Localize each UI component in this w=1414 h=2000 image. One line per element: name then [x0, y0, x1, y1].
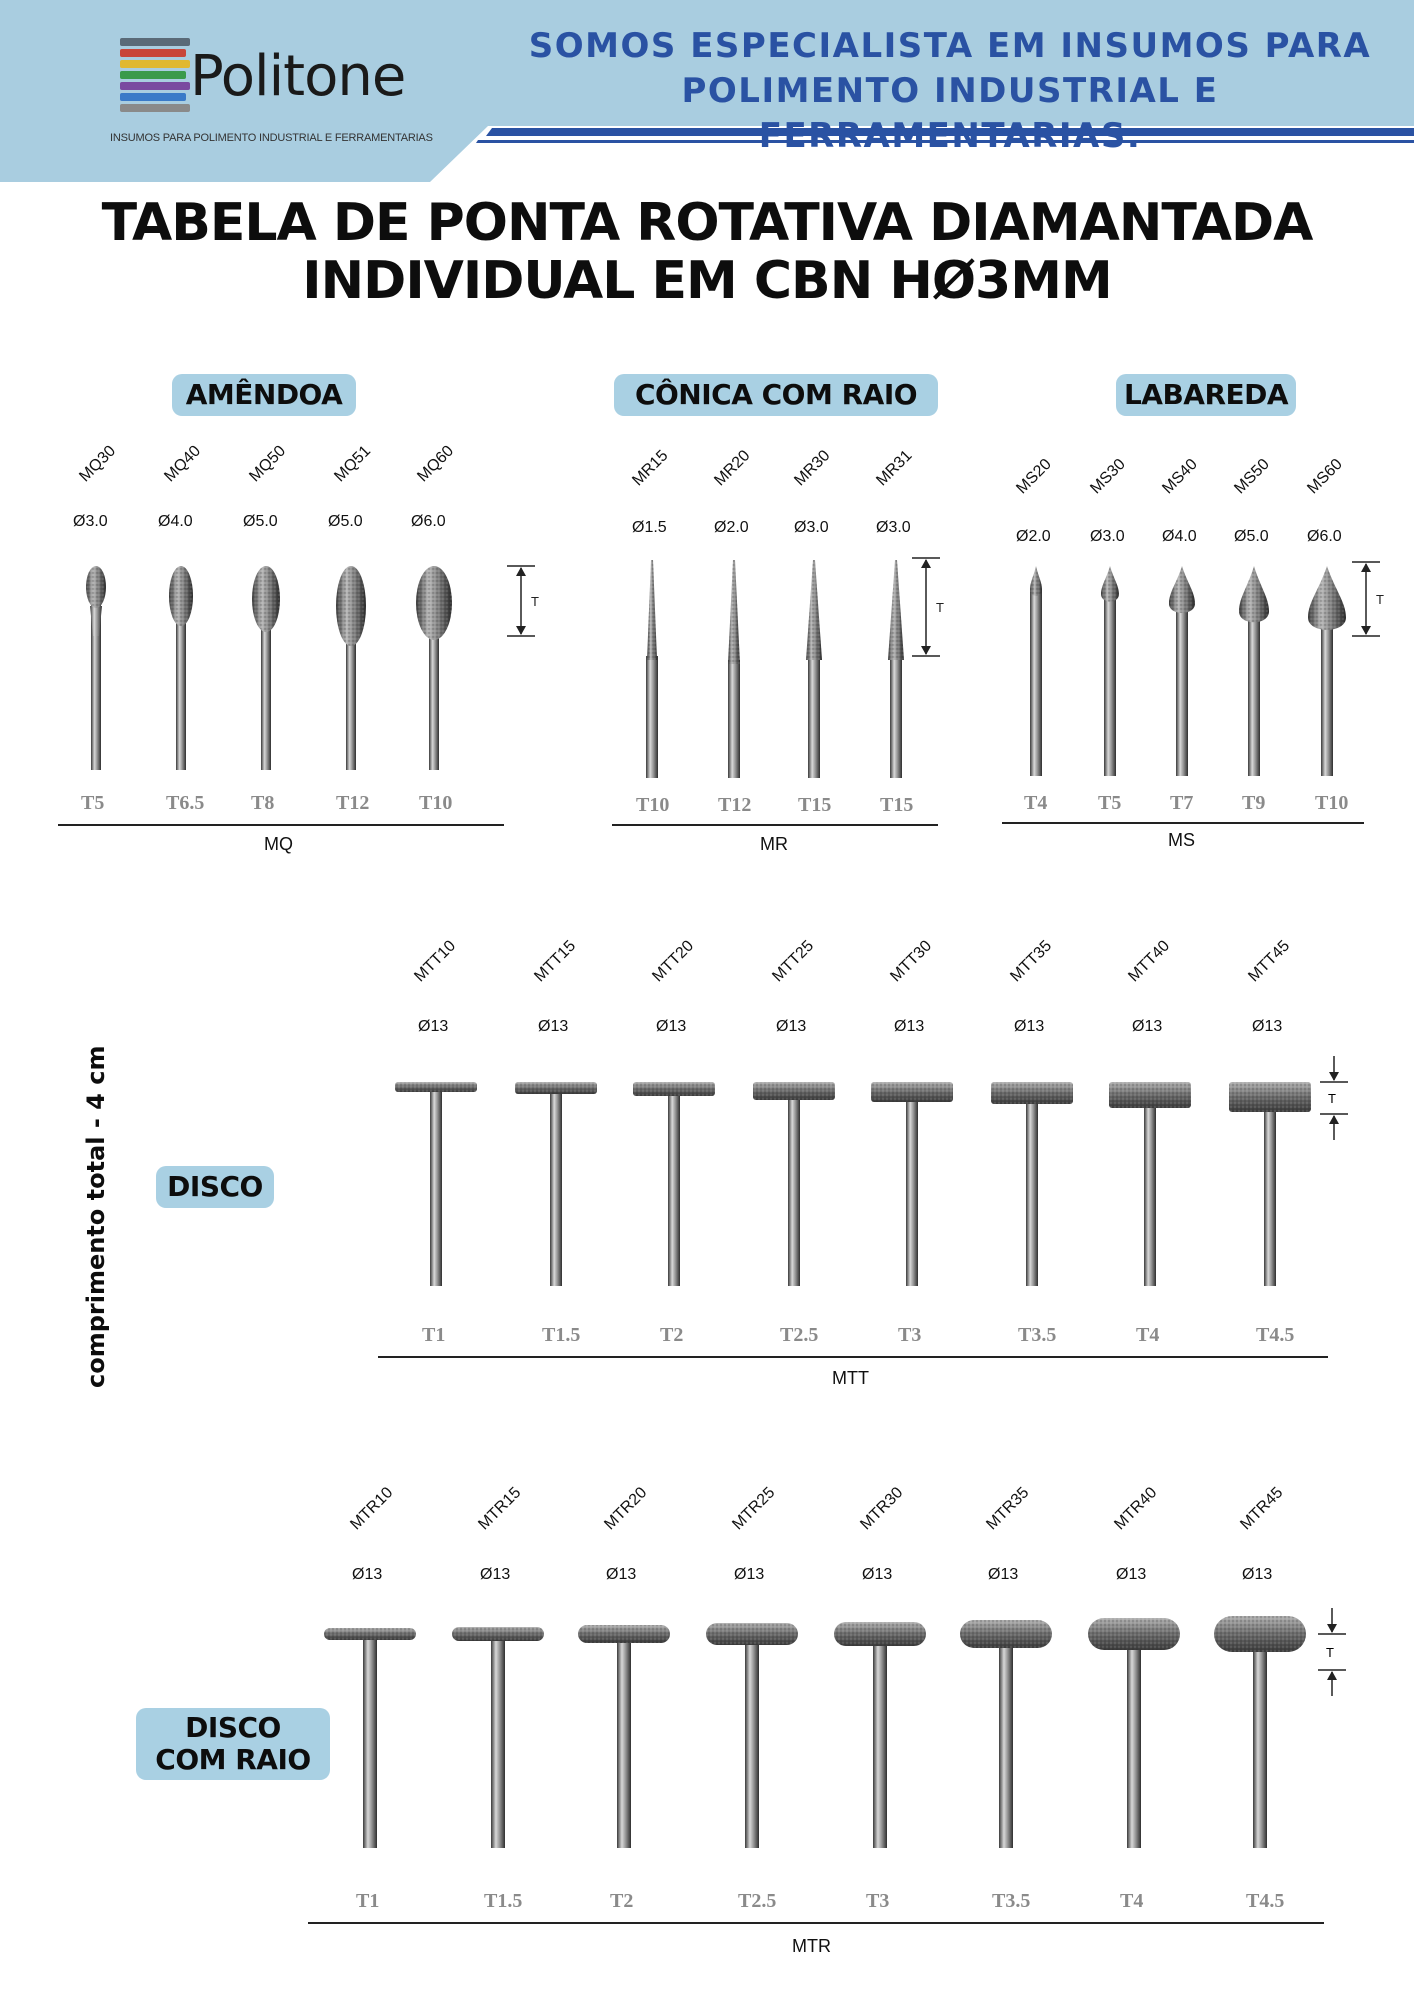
category-disco: DISCO — [156, 1166, 274, 1208]
mtt-code: MTT35 — [1007, 937, 1056, 986]
mtt-t-marker-label: T — [1328, 1091, 1336, 1106]
mq-head-grit — [252, 566, 280, 632]
mtt-code: MTT10 — [411, 937, 460, 986]
mtt-diameter: Ø13 — [656, 1018, 687, 1035]
mtr-code: MTR25 — [729, 1484, 779, 1534]
mtr-diameter: Ø13 — [988, 1566, 1019, 1583]
mr-group-line — [612, 824, 938, 826]
mr-code: MR30 — [791, 447, 834, 490]
mtr-t-value: T1.5 — [484, 1890, 523, 1912]
ms-shank — [1321, 626, 1333, 776]
ms-code: MS50 — [1231, 455, 1273, 498]
mq-t-value: T8 — [251, 792, 275, 814]
mq-t-value: T12 — [336, 792, 370, 814]
ms-head-grit — [1030, 566, 1042, 596]
mtr-t-marker-label: T — [1326, 1645, 1334, 1660]
mtr-diameter: Ø13 — [1116, 1566, 1147, 1583]
mtt-code: MTT30 — [887, 937, 936, 986]
mr-head-grit — [647, 560, 657, 660]
mtt-t-value: T2.5 — [780, 1324, 819, 1346]
mtr-shank — [1127, 1648, 1141, 1848]
mtt-code: MTT45 — [1245, 937, 1294, 986]
slogan-line-1: SOMOS ESPECIALISTA EM INSUMOS PARA — [528, 26, 1372, 66]
ms-diameter: Ø3.0 — [1090, 528, 1125, 545]
mq-head-grit — [416, 566, 452, 640]
mtr-code: MTR45 — [1237, 1484, 1287, 1534]
mtt-disc-grit — [395, 1082, 477, 1092]
mtr-disc-grit — [706, 1623, 798, 1645]
mtt-code: MTT40 — [1125, 937, 1174, 986]
mr-t-value: T15 — [798, 794, 832, 816]
mq-t-value: T10 — [419, 792, 453, 814]
mtt-shank — [1144, 1106, 1156, 1286]
mtr-code: MTR30 — [857, 1484, 907, 1534]
mtt-disc-grit — [515, 1082, 597, 1094]
mq-diameter: Ø5.0 — [328, 513, 363, 530]
mtt-code: MTT20 — [649, 937, 698, 986]
mtr-group-label: MTR — [792, 1936, 831, 1956]
mtr-t-marker-arrow-up — [1327, 1671, 1337, 1680]
mtt-t-value: T3.5 — [1018, 1324, 1057, 1346]
mtt-disc-grit — [633, 1082, 715, 1096]
mtt-shank — [906, 1100, 918, 1286]
mtr-t-value: T3.5 — [992, 1890, 1031, 1912]
mtr-shank — [999, 1646, 1013, 1848]
ms-t-value: T7 — [1170, 792, 1194, 814]
ms-t-value: T10 — [1315, 792, 1349, 814]
mtr-diameter: Ø13 — [862, 1566, 893, 1583]
mtr-group-line — [308, 1922, 1324, 1924]
mtt-code: MTT15 — [531, 937, 580, 986]
mq-t-marker-arrow-up — [516, 567, 526, 576]
mtt-shank — [668, 1094, 680, 1286]
mtt-shank — [788, 1098, 800, 1286]
mr-shank — [646, 656, 658, 778]
mq-code: MQ40 — [161, 442, 205, 486]
mtr-code: MTR20 — [601, 1484, 651, 1534]
brand-tagline: INSUMOS PARA POLIMENTO INDUSTRIAL E FERRAMENTARIAS — [110, 132, 433, 144]
mq-diameter: Ø4.0 — [158, 513, 193, 530]
ms-t-marker-arrow-down — [1361, 626, 1371, 635]
mr-code: MR15 — [629, 447, 672, 490]
ms-head-grit — [1101, 566, 1119, 602]
mtt-t-value: T4 — [1136, 1324, 1160, 1346]
mtr-disc-grit — [578, 1625, 670, 1643]
mq-code: MQ30 — [76, 442, 120, 486]
ms-neck — [1030, 592, 1042, 656]
mtt-t-value: T2 — [660, 1324, 684, 1346]
mtr-diameter: Ø13 — [480, 1566, 511, 1583]
ms-t-value: T9 — [1242, 792, 1266, 814]
total-length-label: comprimento total - 4 cm — [82, 1045, 110, 1388]
mr-shank — [890, 656, 902, 778]
slogan-line-2: POLIMENTO INDUSTRIAL E FERRAMENTARIAS. — [681, 71, 1219, 156]
mtt-diameter: Ø13 — [1252, 1018, 1283, 1035]
ms-t-marker-arrow-up — [1361, 563, 1371, 572]
mtt-diameter: Ø13 — [776, 1018, 807, 1035]
mtr-disc-grit — [1214, 1616, 1306, 1652]
mtr-code: MTR15 — [475, 1484, 525, 1534]
mtt-group-line — [378, 1356, 1328, 1358]
mtt-disc-grit — [1109, 1082, 1191, 1108]
mtt-disc-grit — [871, 1082, 953, 1102]
ms-t-value: T4 — [1024, 792, 1048, 814]
ms-code: MS20 — [1013, 455, 1055, 498]
mq-head-grit — [336, 566, 366, 646]
mtr-disc-grit — [960, 1620, 1052, 1648]
mq-code: MQ50 — [246, 442, 290, 486]
ms-diameter: Ø2.0 — [1016, 528, 1051, 545]
mq-diameter: Ø5.0 — [243, 513, 278, 530]
mr-t-value: T15 — [880, 794, 914, 816]
ms-code: MS40 — [1159, 455, 1201, 498]
category-conica-com-raio: CÔNICA COM RAIO — [614, 374, 938, 416]
ms-t-marker-label: T — [1376, 592, 1384, 607]
mtt-group-label: MTT — [832, 1368, 869, 1388]
mr-code: MR20 — [711, 447, 754, 490]
ms-code: MS30 — [1087, 455, 1129, 498]
mq-code: MQ60 — [414, 442, 458, 486]
mq-t-marker-arrow-down — [516, 626, 526, 635]
mr-t-value: T10 — [636, 794, 670, 816]
mtr-diameter: Ø13 — [1242, 1566, 1273, 1583]
ms-diameter: Ø4.0 — [1162, 528, 1197, 545]
ms-diameter: Ø6.0 — [1307, 528, 1342, 545]
mtt-diameter: Ø13 — [1014, 1018, 1045, 1035]
mtt-shank — [1026, 1102, 1038, 1286]
mq-shank — [176, 620, 186, 770]
mq-group-line — [58, 824, 504, 826]
mtt-disc-grit — [1229, 1082, 1311, 1112]
mr-shank — [728, 660, 740, 778]
mtr-t-marker-arrow-down — [1327, 1624, 1337, 1633]
mtr-code: MTR10 — [347, 1484, 397, 1534]
mr-t-marker-label: T — [936, 600, 944, 615]
mtr-diameter: Ø13 — [352, 1566, 383, 1583]
page-title-line-1: TABELA DE PONTA ROTATIVA DIAMANTADA — [101, 193, 1313, 253]
mtt-disc-grit — [753, 1082, 835, 1100]
mtr-shank — [873, 1644, 887, 1848]
mr-diameter: Ø2.0 — [714, 519, 749, 536]
mr-shank — [808, 656, 820, 778]
mtt-disc-grit — [991, 1082, 1073, 1104]
mtt-shank — [430, 1090, 442, 1286]
brand-name: Politone — [190, 44, 406, 109]
category-labareda: LABAREDA — [1116, 374, 1296, 416]
ms-head-grit — [1239, 566, 1269, 622]
mtr-diameter: Ø13 — [734, 1566, 765, 1583]
mtr-disc-grit — [324, 1628, 416, 1640]
mq-t-value: T6.5 — [166, 792, 205, 814]
mtt-code: MTT25 — [769, 937, 818, 986]
mtr-t-value: T2 — [610, 1890, 634, 1912]
mq-shank — [429, 634, 439, 770]
category-disco-com-raio-line-2: COM RAIO — [155, 1743, 311, 1776]
ms-head-grit — [1308, 566, 1346, 630]
mtr-t-value: T2.5 — [738, 1890, 777, 1912]
mtt-shank — [1264, 1110, 1276, 1286]
mr-t-value: T12 — [718, 794, 752, 816]
mtt-t-value: T1.5 — [542, 1324, 581, 1346]
mtt-diameter: Ø13 — [894, 1018, 925, 1035]
mtr-t-value: T4.5 — [1246, 1890, 1285, 1912]
mtr-shank — [1253, 1650, 1267, 1848]
ms-t-value: T5 — [1098, 792, 1122, 814]
mtr-diameter: Ø13 — [606, 1566, 637, 1583]
mr-group-label: MR — [760, 834, 788, 854]
mr-head-grit — [806, 560, 822, 660]
mtr-code: MTR40 — [1111, 1484, 1161, 1534]
mq-code: MQ51 — [331, 442, 375, 486]
mr-code: MR31 — [873, 447, 916, 490]
mtr-shank — [745, 1643, 759, 1848]
mq-shank — [346, 640, 356, 770]
mtt-diameter: Ø13 — [1132, 1018, 1163, 1035]
mq-shank — [261, 626, 271, 770]
ms-group-line — [1002, 822, 1364, 824]
mtr-shank — [363, 1638, 377, 1848]
mtr-disc-grit — [452, 1627, 544, 1641]
ms-neck — [1104, 598, 1116, 662]
mr-head-grit — [728, 560, 740, 664]
mtt-diameter: Ø13 — [538, 1018, 569, 1035]
category-disco-com-raio-line-1: DISCO — [185, 1711, 281, 1744]
mtr-disc-grit — [834, 1622, 926, 1646]
ms-diameter: Ø5.0 — [1234, 528, 1269, 545]
category-amendoa: AMÊNDOA — [172, 374, 356, 416]
mtt-shank — [550, 1092, 562, 1286]
mtr-t-value: T4 — [1120, 1890, 1144, 1912]
mr-diameter: Ø3.0 — [794, 519, 829, 536]
mr-t-marker-arrow-down — [921, 646, 931, 655]
page-title-line-2: INDIVIDUAL EM CBN HØ3MM — [302, 251, 1112, 311]
mq-diameter: Ø6.0 — [411, 513, 446, 530]
mr-head-grit — [888, 560, 904, 660]
mtt-diameter: Ø13 — [418, 1018, 449, 1035]
mr-t-marker-arrow-up — [921, 559, 931, 568]
ms-code: MS60 — [1304, 455, 1346, 498]
mtt-t-value: T4.5 — [1256, 1324, 1295, 1346]
mq-head-grit — [169, 566, 193, 626]
mq-group-label: MQ — [264, 834, 293, 854]
ms-shank — [1176, 608, 1188, 776]
mr-diameter: Ø1.5 — [632, 519, 667, 536]
mtr-shank — [617, 1641, 631, 1848]
mtr-disc-grit — [1088, 1618, 1180, 1650]
mq-head-grit — [86, 566, 106, 608]
mq-t-marker-label: T — [531, 594, 539, 609]
mq-diameter: Ø3.0 — [73, 513, 108, 530]
ms-head-grit — [1169, 566, 1195, 613]
mtt-t-value: T1 — [422, 1324, 446, 1346]
mtr-t-value: T3 — [866, 1890, 890, 1912]
mtr-code: MTR35 — [983, 1484, 1033, 1534]
ms-group-label: MS — [1168, 830, 1195, 850]
mtt-t-marker-arrow-down — [1329, 1072, 1339, 1081]
mtt-t-marker-arrow-up — [1329, 1115, 1339, 1124]
mr-diameter: Ø3.0 — [876, 519, 911, 536]
mtr-t-value: T1 — [356, 1890, 380, 1912]
mtt-t-value: T3 — [898, 1324, 922, 1346]
mtr-shank — [491, 1639, 505, 1848]
ms-shank — [1248, 618, 1260, 776]
mq-t-value: T5 — [81, 792, 105, 814]
